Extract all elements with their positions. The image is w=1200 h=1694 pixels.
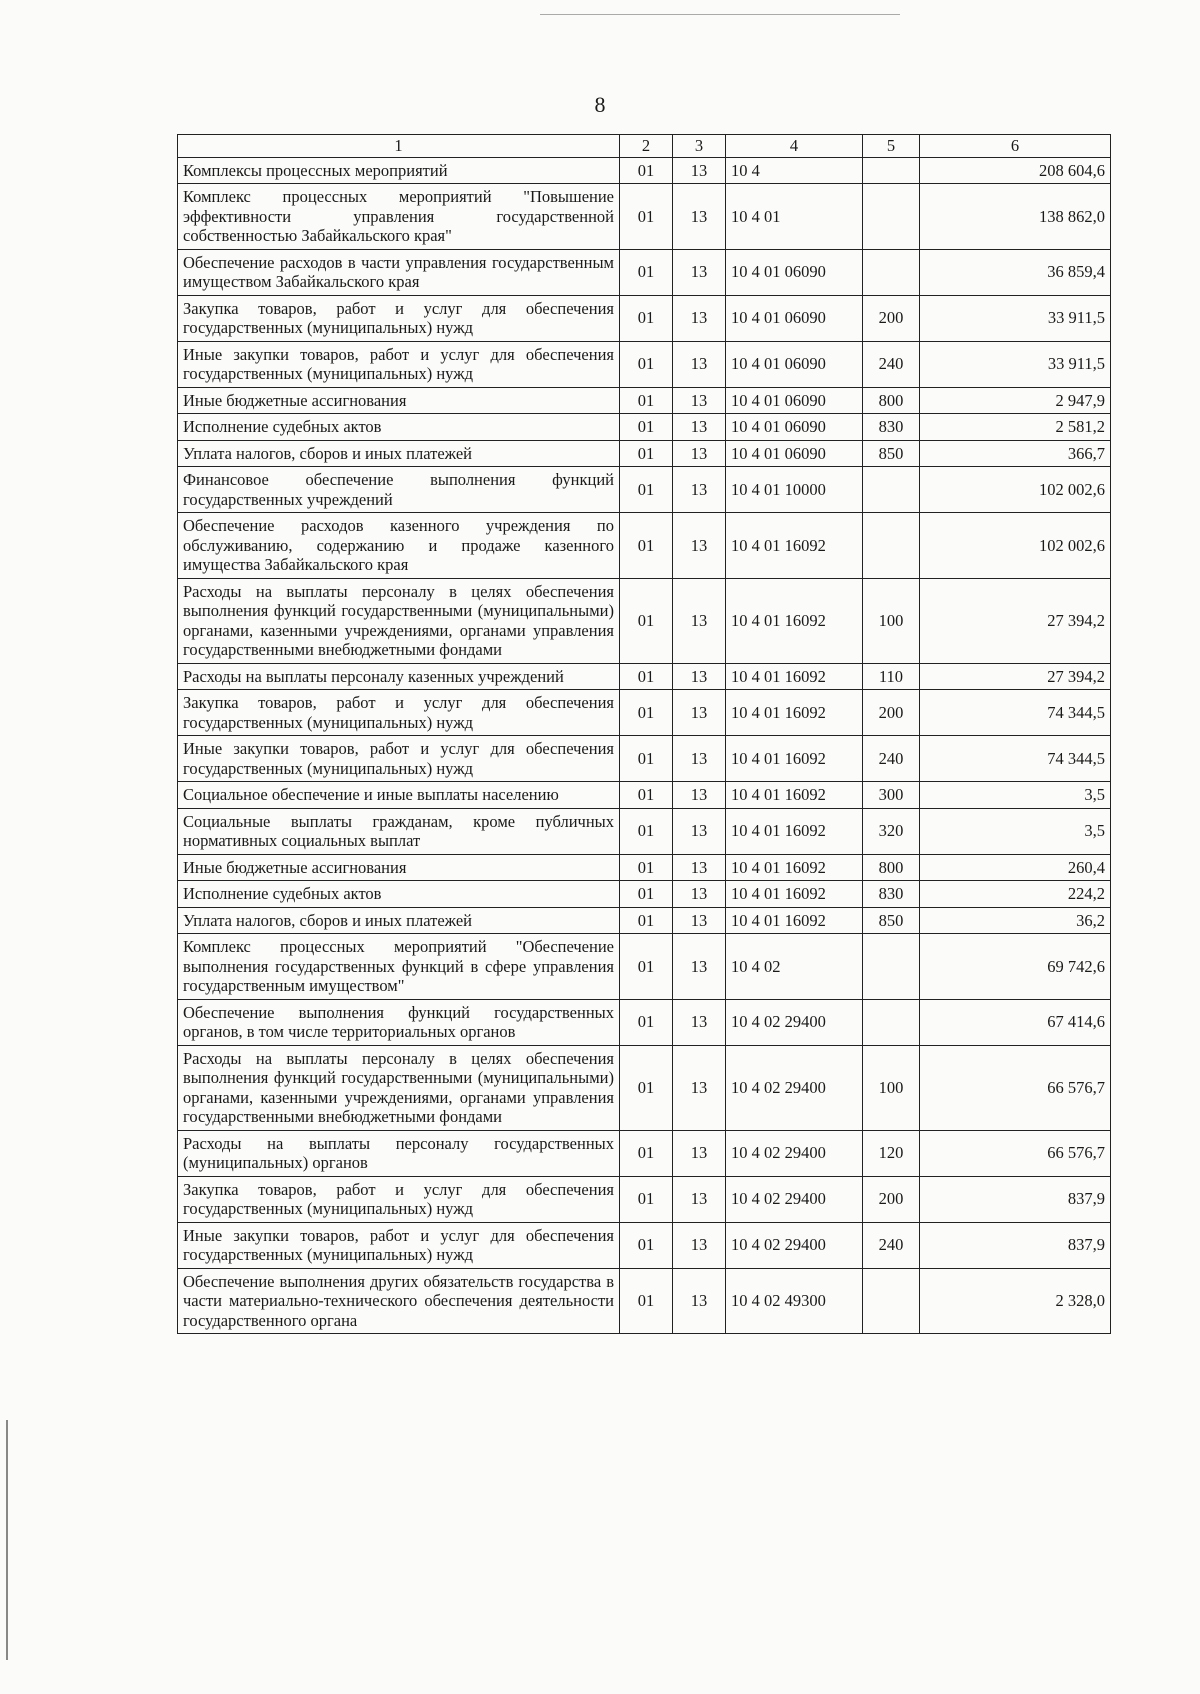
cell-c4: 10 4 01 06090: [726, 295, 863, 341]
cell-c2: 01: [620, 1222, 673, 1268]
cell-c4: 10 4 02 29400: [726, 1176, 863, 1222]
cell-c2: 01: [620, 387, 673, 414]
cell-c3: 13: [673, 854, 726, 881]
cell-c2: 01: [620, 854, 673, 881]
scan-artifact-rule: [540, 14, 900, 15]
cell-c3: 13: [673, 467, 726, 513]
cell-c5: [863, 157, 920, 184]
table-row: [178, 1045, 1111, 1130]
table-row: [178, 467, 1111, 513]
cell-c5: [863, 934, 920, 1000]
cell-c5: 830: [863, 414, 920, 441]
column-header: 1: [178, 135, 620, 158]
cell-c5: 240: [863, 736, 920, 782]
table-row: [178, 1268, 1111, 1334]
cell-c6: 66 576,7: [920, 1130, 1111, 1176]
cell-c3: 13: [673, 1222, 726, 1268]
cell-c2: 01: [620, 934, 673, 1000]
table-row: [178, 387, 1111, 414]
cell-c4: 10 4 02: [726, 934, 863, 1000]
cell-name: Обеспечение выполнения функций государственных органов, в том числе территориальных органов: [178, 999, 620, 1045]
cell-c5: 100: [863, 578, 920, 663]
cell-name: Исполнение судебных актов: [178, 414, 620, 441]
cell-c3: 13: [673, 881, 726, 908]
table-row: [178, 1222, 1111, 1268]
cell-name: Иные закупки товаров, работ и услуг для обеспечения государственных (муниципальных) нужд: [178, 1222, 620, 1268]
cell-name: Уплата налогов, сборов и иных платежей: [178, 440, 620, 467]
cell-c5: [863, 249, 920, 295]
cell-c4: 10 4 01 06090: [726, 341, 863, 387]
cell-name: Закупка товаров, работ и услуг для обеспечения государственных (муниципальных) нужд: [178, 1176, 620, 1222]
cell-c5: 850: [863, 440, 920, 467]
cell-c5: 850: [863, 907, 920, 934]
cell-c2: 01: [620, 999, 673, 1045]
cell-c6: 69 742,6: [920, 934, 1111, 1000]
cell-c3: 13: [673, 1045, 726, 1130]
cell-c2: 01: [620, 808, 673, 854]
cell-c4: 10 4 01 06090: [726, 249, 863, 295]
cell-c2: 01: [620, 341, 673, 387]
cell-c2: 01: [620, 467, 673, 513]
cell-c4: 10 4 01 16092: [726, 578, 863, 663]
table-row: [178, 440, 1111, 467]
cell-c6: 3,5: [920, 782, 1111, 809]
cell-c6: 102 002,6: [920, 467, 1111, 513]
table-row: [178, 414, 1111, 441]
cell-c6: 74 344,5: [920, 690, 1111, 736]
table-row: [178, 1130, 1111, 1176]
header-row: [178, 135, 1111, 158]
cell-c4: 10 4 01 16092: [726, 808, 863, 854]
cell-c4: 10 4 01 06090: [726, 387, 863, 414]
cell-c5: 800: [863, 854, 920, 881]
cell-c3: 13: [673, 1130, 726, 1176]
cell-name: Социальные выплаты гражданам, кроме публичных нормативных социальных выплат: [178, 808, 620, 854]
cell-c3: 13: [673, 736, 726, 782]
column-header: 2: [620, 135, 673, 158]
cell-c2: 01: [620, 513, 673, 579]
cell-name: Обеспечение выполнения других обязательств государства в части материально-технического обеспечения деятельности государственного органа: [178, 1268, 620, 1334]
cell-c5: 320: [863, 808, 920, 854]
cell-name: Комплекс процессных мероприятий "Обеспечение выполнения государственных функций в сфере управления государственным имуществом": [178, 934, 620, 1000]
page-number: 8: [594, 92, 606, 117]
cell-c3: 13: [673, 782, 726, 809]
table-row: [178, 881, 1111, 908]
cell-c6: 36,2: [920, 907, 1111, 934]
cell-c2: 01: [620, 440, 673, 467]
cell-c4: 10 4 02 29400: [726, 1045, 863, 1130]
cell-c4: 10 4 01 16092: [726, 854, 863, 881]
cell-c5: [863, 1268, 920, 1334]
cell-c3: 13: [673, 249, 726, 295]
cell-c4: 10 4: [726, 157, 863, 184]
cell-name: Социальное обеспечение и иные выплаты населению: [178, 782, 620, 809]
cell-c6: 2 947,9: [920, 387, 1111, 414]
cell-c5: [863, 184, 920, 250]
cell-c5: [863, 513, 920, 579]
table-row: [178, 578, 1111, 663]
cell-c4: 10 4 02 29400: [726, 1130, 863, 1176]
scan-edge-mark: [6, 1420, 8, 1660]
cell-name: Расходы на выплаты персоналу казенных учреждений: [178, 663, 620, 690]
table-row: [178, 295, 1111, 341]
cell-c4: 10 4 01 16092: [726, 513, 863, 579]
cell-c2: 01: [620, 1130, 673, 1176]
cell-name: Закупка товаров, работ и услуг для обеспечения государственных (муниципальных) нужд: [178, 295, 620, 341]
cell-c4: 10 4 01: [726, 184, 863, 250]
cell-name: Финансовое обеспечение выполнения функций государственных учреждений: [178, 467, 620, 513]
cell-c3: 13: [673, 513, 726, 579]
column-header: 4: [726, 135, 863, 158]
cell-c2: 01: [620, 663, 673, 690]
cell-name: Исполнение судебных актов: [178, 881, 620, 908]
cell-name: Уплата налогов, сборов и иных платежей: [178, 907, 620, 934]
cell-c6: 27 394,2: [920, 663, 1111, 690]
table-row: [178, 999, 1111, 1045]
table-row: [178, 184, 1111, 250]
table-row: [178, 907, 1111, 934]
cell-c2: 01: [620, 157, 673, 184]
table-row: [178, 782, 1111, 809]
cell-c3: 13: [673, 440, 726, 467]
cell-c3: 13: [673, 934, 726, 1000]
column-header: 3: [673, 135, 726, 158]
column-header: 6: [920, 135, 1111, 158]
cell-c5: [863, 999, 920, 1045]
cell-c5: 800: [863, 387, 920, 414]
cell-name: Иные бюджетные ассигнования: [178, 387, 620, 414]
cell-c3: 13: [673, 578, 726, 663]
cell-c4: 10 4 01 16092: [726, 690, 863, 736]
cell-c2: 01: [620, 907, 673, 934]
table-row: [178, 808, 1111, 854]
cell-c3: 13: [673, 184, 726, 250]
cell-c4: 10 4 01 16092: [726, 881, 863, 908]
cell-c5: 200: [863, 295, 920, 341]
cell-c2: 01: [620, 1268, 673, 1334]
cell-c2: 01: [620, 184, 673, 250]
cell-c3: 13: [673, 907, 726, 934]
cell-c3: 13: [673, 1176, 726, 1222]
table-row: [178, 690, 1111, 736]
cell-name: Расходы на выплаты персоналу в целях обеспечения выполнения функций государственными (муниципальными) органами, казенными учреждениями, органами управления государственными внебюджетными фондами: [178, 578, 620, 663]
cell-c6: 2 328,0: [920, 1268, 1111, 1334]
cell-c4: 10 4 02 29400: [726, 999, 863, 1045]
table-row: [178, 934, 1111, 1000]
cell-c4: 10 4 01 06090: [726, 414, 863, 441]
cell-c2: 01: [620, 414, 673, 441]
cell-c6: 138 862,0: [920, 184, 1111, 250]
cell-c2: 01: [620, 690, 673, 736]
cell-c4: 10 4 02 29400: [726, 1222, 863, 1268]
cell-c5: 830: [863, 881, 920, 908]
cell-name: Расходы на выплаты персоналу государственных (муниципальных) органов: [178, 1130, 620, 1176]
cell-c6: 33 911,5: [920, 341, 1111, 387]
cell-name: Иные бюджетные ассигнования: [178, 854, 620, 881]
cell-c6: 224,2: [920, 881, 1111, 908]
cell-c6: 67 414,6: [920, 999, 1111, 1045]
cell-c3: 13: [673, 341, 726, 387]
cell-c2: 01: [620, 881, 673, 908]
table-row: [178, 341, 1111, 387]
cell-c2: 01: [620, 578, 673, 663]
cell-c3: 13: [673, 663, 726, 690]
cell-c5: 200: [863, 690, 920, 736]
cell-c2: 01: [620, 1176, 673, 1222]
table-row: [178, 1176, 1111, 1222]
cell-c5: 120: [863, 1130, 920, 1176]
cell-c2: 01: [620, 1045, 673, 1130]
cell-c6: 3,5: [920, 808, 1111, 854]
cell-name: Иные закупки товаров, работ и услуг для обеспечения государственных (муниципальных) нужд: [178, 736, 620, 782]
cell-c3: 13: [673, 157, 726, 184]
cell-c3: 13: [673, 295, 726, 341]
cell-c4: 10 4 01 16092: [726, 782, 863, 809]
cell-c6: 36 859,4: [920, 249, 1111, 295]
cell-c5: 100: [863, 1045, 920, 1130]
cell-c4: 10 4 01 06090: [726, 440, 863, 467]
table-row: [178, 663, 1111, 690]
cell-name: Закупка товаров, работ и услуг для обеспечения государственных (муниципальных) нужд: [178, 690, 620, 736]
cell-c5: 240: [863, 1222, 920, 1268]
cell-c4: 10 4 01 16092: [726, 907, 863, 934]
cell-c4: 10 4 01 10000: [726, 467, 863, 513]
table-row: [178, 513, 1111, 579]
cell-name: Комплексы процессных мероприятий: [178, 157, 620, 184]
cell-c2: 01: [620, 736, 673, 782]
cell-c6: 837,9: [920, 1222, 1111, 1268]
cell-c3: 13: [673, 414, 726, 441]
cell-c5: 240: [863, 341, 920, 387]
cell-c6: 2 581,2: [920, 414, 1111, 441]
budget-table: [177, 134, 1111, 1334]
cell-c6: 27 394,2: [920, 578, 1111, 663]
cell-c5: 200: [863, 1176, 920, 1222]
cell-c2: 01: [620, 249, 673, 295]
cell-c4: 10 4 02 49300: [726, 1268, 863, 1334]
cell-name: Расходы на выплаты персоналу в целях обеспечения выполнения функций государственными (муниципальными) органами, казенными учреждениями, органами управления государственными внебюджетными фондами: [178, 1045, 620, 1130]
cell-c6: 74 344,5: [920, 736, 1111, 782]
cell-c6: 208 604,6: [920, 157, 1111, 184]
cell-c4: 10 4 01 16092: [726, 736, 863, 782]
cell-c6: 260,4: [920, 854, 1111, 881]
table-row: [178, 854, 1111, 881]
cell-name: Обеспечение расходов в части управления государственным имуществом Забайкальского края: [178, 249, 620, 295]
cell-c4: 10 4 01 16092: [726, 663, 863, 690]
cell-name: Иные закупки товаров, работ и услуг для обеспечения государственных (муниципальных) нужд: [178, 341, 620, 387]
cell-c5: [863, 467, 920, 513]
table-row: [178, 249, 1111, 295]
cell-c6: 837,9: [920, 1176, 1111, 1222]
cell-c6: 366,7: [920, 440, 1111, 467]
cell-c2: 01: [620, 782, 673, 809]
cell-c5: 300: [863, 782, 920, 809]
cell-c6: 66 576,7: [920, 1045, 1111, 1130]
cell-c2: 01: [620, 295, 673, 341]
column-header: 5: [863, 135, 920, 158]
cell-c3: 13: [673, 690, 726, 736]
cell-c3: 13: [673, 808, 726, 854]
cell-name: Обеспечение расходов казенного учреждения по обслуживанию, содержанию и продаже казенного имущества Забайкальского края: [178, 513, 620, 579]
cell-c6: 102 002,6: [920, 513, 1111, 579]
cell-name: Комплекс процессных мероприятий "Повышение эффективности управления государственной собственностью Забайкальского края": [178, 184, 620, 250]
cell-c3: 13: [673, 387, 726, 414]
cell-c5: 110: [863, 663, 920, 690]
cell-c3: 13: [673, 999, 726, 1045]
cell-c6: 33 911,5: [920, 295, 1111, 341]
table-row: [178, 736, 1111, 782]
cell-c3: 13: [673, 1268, 726, 1334]
table-row: [178, 157, 1111, 184]
